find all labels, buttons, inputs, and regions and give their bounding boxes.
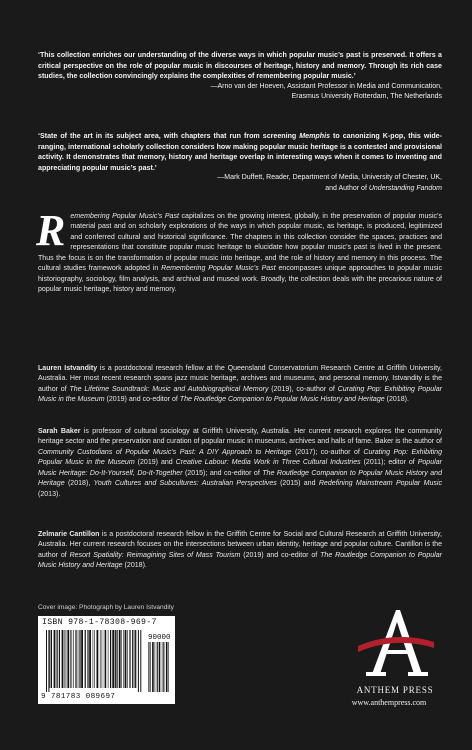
quote-1-text: ‘This collection enriches our understanding of the diverse ways in which popular music’s past is preserved. It offers a critical perspective on the role of popular music in discourses of heritage, history and memory. Through its rich case studies, the collection convincingly explains the complexities of remembering popular music.’ xyxy=(38,51,442,81)
barcode-bar xyxy=(108,630,109,688)
barcode-bar xyxy=(132,630,133,688)
barcode-bar xyxy=(51,630,52,688)
bio-work-title: Youth Cultures and Subcultures: Australian Perspectives xyxy=(93,480,277,488)
bio-text: (2019) and co-editor of xyxy=(240,551,321,559)
barcode-bar xyxy=(135,630,136,688)
bio-work-title: The Routledge Companion to Popular Music History and Heritage xyxy=(179,396,385,404)
barcode-bar xyxy=(94,630,95,688)
author-bio-istvandity xyxy=(38,364,442,406)
barcode-bar xyxy=(75,630,76,688)
quote-2-text xyxy=(38,131,442,173)
book-title: emembering Popular Music’s Past xyxy=(70,213,179,220)
isbn-text: ISBN 978-1-78308-969-7 xyxy=(42,618,157,627)
bio-text: (2018). xyxy=(122,562,147,570)
bio-work-title: Community Custodians of Popular Music’s Past: A DIY Approach to Heritage xyxy=(38,448,292,456)
barcode-bar xyxy=(140,630,141,692)
addon-bar xyxy=(159,642,161,692)
addon-bar xyxy=(162,642,163,692)
barcode-bar xyxy=(110,630,111,688)
barcode-bar xyxy=(117,630,118,688)
barcode-bar xyxy=(123,630,124,688)
barcode-bar xyxy=(81,630,83,688)
barcode-bar xyxy=(104,630,105,688)
addon-bar xyxy=(150,642,151,692)
barcode-bar xyxy=(54,630,56,688)
barcode-bar xyxy=(46,630,47,692)
description-text: capitalizes on the growing interest, globally, in the preservation of popular music’s material past and on scholarly explorations of the ways in which popular music, as heritage, is produced, legitimized and conferred cultural and historical significance. The chapters in this collection consider the spaces, practices and representations that constitute popular music heritage to elucidate how popular music’s past is lived in the present. Thus the focus is on the transformation of popular music into heritage, and the role of history and memory in this process. The cultural studies framework adopted in xyxy=(38,213,443,273)
anthem-press-logo-icon xyxy=(356,606,436,684)
barcode-bar xyxy=(112,630,114,688)
barcode-bar xyxy=(70,630,71,688)
isbn-barcode xyxy=(38,616,175,704)
attribution-book-title: Understanding Fandom xyxy=(368,184,442,192)
quote-2-film-title: Memphis xyxy=(299,132,331,140)
barcode-bars xyxy=(44,630,172,692)
barcode-bar xyxy=(134,630,135,688)
barcode-bar xyxy=(65,630,66,688)
barcode-bar xyxy=(67,630,69,688)
quote-2-attribution-line-2 xyxy=(38,184,442,194)
barcode-bar xyxy=(100,630,101,688)
barcode-bar xyxy=(119,630,121,688)
bio-work-title: Curating Pop: Exhibiting Popular Music in the Museum xyxy=(38,385,442,404)
barcode-bar xyxy=(73,630,74,688)
publisher-name: ANTHEM PRESS xyxy=(356,685,434,695)
bio-work-title: Resort Spatiality: Reimagining Sites of Mass Tourism xyxy=(69,551,241,559)
author-bio-cantillon xyxy=(38,530,442,572)
bio-work-title: The Lifetime Soundtrack: Music and Autobiographical Memory xyxy=(69,385,269,393)
author-name: Zelmarie Cantillon xyxy=(38,531,100,538)
book-title-inline: Remembering Popular Music’s Past xyxy=(161,265,276,273)
bio-text: (2019), co-author of xyxy=(268,385,338,393)
addon-bar xyxy=(152,642,154,692)
bio-text: is a postdoctoral research fellow at the Queensland Conservatorium Research Centre at Griffith University, Australia. Her most recent research spans jazz music heritage, archives and museums, and personal memory. Istvandity is the author of xyxy=(38,365,442,393)
barcode-bar xyxy=(62,630,64,688)
attribution-prefix: and Author of xyxy=(325,184,369,192)
bio-work-title: Creative Labour: Media Work in Three Cultural Industries xyxy=(175,459,361,467)
barcode-bar xyxy=(85,630,86,688)
barcode-bar xyxy=(50,630,51,688)
barcode-bar xyxy=(78,630,79,688)
endorsement-quote-2 xyxy=(38,131,442,194)
bio-work-title: The Routledge Companion to Popular Music History and Heritage xyxy=(38,551,443,570)
author-bio-baker xyxy=(38,427,442,500)
quote-2-text-part: to canonizing K-pop, this wide-ranging, international scholarly collection considers how making popular music heritage is a contested and provisional activity. It demonstrates that memory, history and heritage overlap in interesting ways when it comes to inventing and appreciating popular music’s past.’ xyxy=(38,132,442,172)
bio-text: (2019) and co-editor of xyxy=(104,396,180,404)
drop-cap: R xyxy=(36,206,66,255)
quote-2-attribution-line-1: —Mark Duffett, Reader, Department of Media, University of Chester, UK, xyxy=(217,174,442,182)
bio-text: (2018). xyxy=(384,396,409,404)
quote-1-attribution-line-2: Erasmus University Rotterdam, The Netherlands xyxy=(291,93,442,101)
barcode-bar xyxy=(93,630,94,688)
barcode-bar xyxy=(89,630,91,688)
barcode-number: 9 781783 089697 xyxy=(41,693,116,701)
author-name: Lauren Istvandity xyxy=(38,365,98,372)
bio-work-title: Redefining Mainstream Popular Music xyxy=(318,480,442,488)
barcode-bar xyxy=(130,630,131,688)
barcode-bar xyxy=(87,630,88,688)
cover-image-credit: Cover image: Photograph by Lauren Istvandity xyxy=(38,604,174,611)
description-text: encompasses unique approaches to popular music historiography, sociology, film analysis, and archival and museal work. Broadly, the collection deals with the precarious nature of popular music heritage, history and memory. xyxy=(38,265,442,294)
barcode-bar xyxy=(57,630,58,688)
author-name: Sarah Baker xyxy=(38,428,81,435)
addon-bar xyxy=(157,642,158,692)
barcode-bar xyxy=(48,630,49,692)
bio-text: (2013). xyxy=(38,490,61,498)
bio-text: (2015) and xyxy=(276,480,319,488)
bio-work-title: Curating Pop: Exhibiting Popular Music in the Museum xyxy=(38,448,442,467)
bio-work-title: The Routledge Companion to Popular Music History and Heritage xyxy=(38,469,443,488)
barcode-bar xyxy=(115,630,116,688)
addon-bar xyxy=(168,642,169,692)
barcode-bar xyxy=(102,630,103,688)
quote-1-attribution-line-1: —Arno van der Hoeven, Assistant Professor in Media and Communication, xyxy=(210,82,442,90)
barcode-bar xyxy=(127,630,128,688)
addon-bar xyxy=(163,642,164,692)
barcode-bar xyxy=(66,630,67,688)
barcode-bar xyxy=(79,630,80,688)
barcode-bar xyxy=(138,630,139,692)
addon-bar xyxy=(155,642,156,692)
barcode-bar xyxy=(105,630,106,688)
bio-text: is professor of cultural sociology at Griffith University, Australia. Her current research explores the community heritage sector and the preservation and curation of popular music in museums, archives and halls of fame. Baker is the author of xyxy=(38,428,442,446)
bio-text: (2017); co-author of xyxy=(291,448,364,456)
barcode-bar xyxy=(72,630,73,688)
book-description xyxy=(36,206,443,296)
bio-work-title: Popular Music Heritage: Do-It-Yourself, Do-It-Together xyxy=(38,459,442,477)
publisher-url[interactable]: www.anthempress.com xyxy=(351,698,427,707)
bio-text: (2019) and xyxy=(134,459,176,467)
bio-text: (2018), xyxy=(64,480,94,488)
addon-bar xyxy=(166,642,168,692)
bio-text: (2011); editor of xyxy=(360,459,418,467)
barcode-bar xyxy=(121,630,122,688)
bio-text: is a postdoctoral research fellow in the Griffith Centre for Social and Cultural Research at Griffith University, Australia. Her current research focuses on the intersections between urban identity, heritage and popular culture. Cantillon is the author of xyxy=(38,531,443,559)
barcode-bar xyxy=(59,630,60,688)
barcode-bar xyxy=(97,630,99,688)
barcode-bar xyxy=(125,630,127,688)
addon-number: 90000 xyxy=(148,634,171,642)
addon-bar xyxy=(148,642,149,692)
quote-2-text-part: ‘State of the art in its subject area, with chapters that run from screening xyxy=(38,132,300,140)
barcode-bar xyxy=(129,630,130,688)
bio-text: (2015); and co-editor of xyxy=(182,469,263,477)
endorsement-quote-1 xyxy=(38,50,442,103)
